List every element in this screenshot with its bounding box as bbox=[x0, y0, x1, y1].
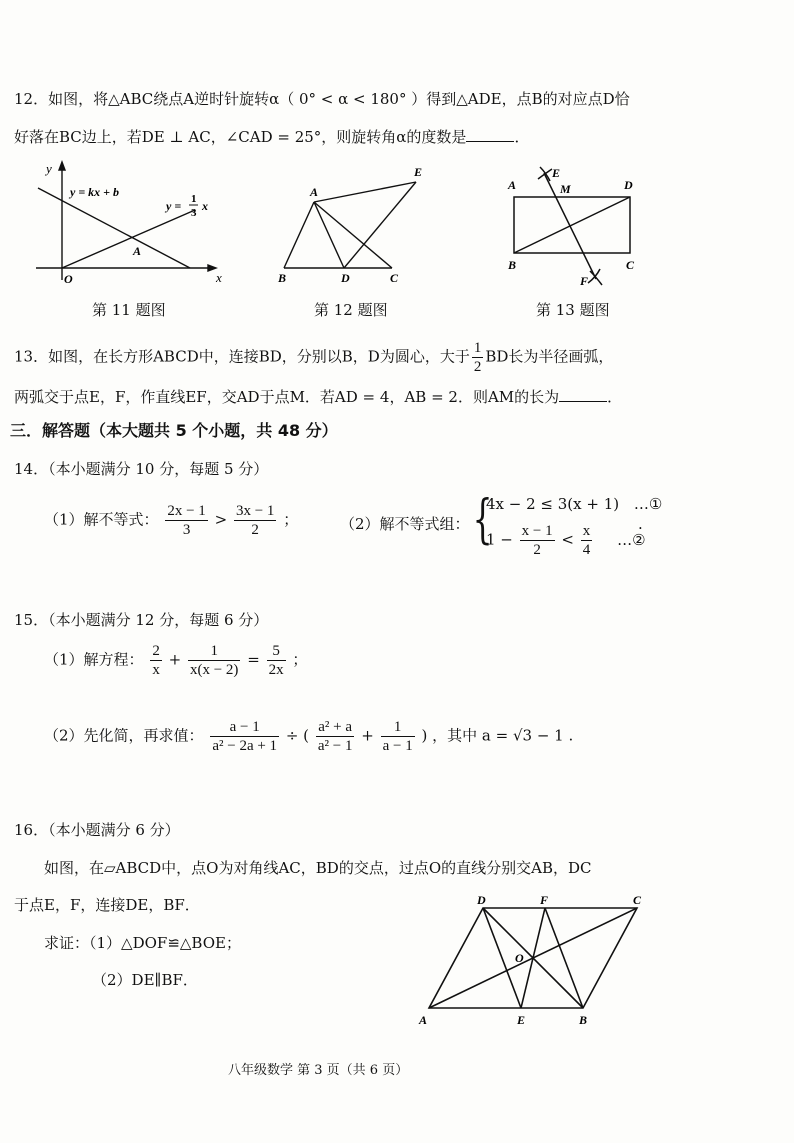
q13-half-den: 2 bbox=[473, 359, 482, 375]
fig16-label-c: C bbox=[633, 893, 642, 907]
q16-prove-2: （2）DE∥BF． bbox=[92, 971, 198, 989]
q14-p2-row2-tag: …② bbox=[617, 530, 646, 549]
q14-p1-ln: 2x − 1 bbox=[167, 503, 206, 519]
q14-p2-n2: x bbox=[582, 523, 591, 539]
segment-ad bbox=[314, 202, 344, 268]
fig11-line2-var: x bbox=[202, 199, 208, 213]
figure-11 bbox=[30, 158, 230, 288]
fig11-point-a-label: A bbox=[133, 244, 142, 258]
q13-half-num: 1 bbox=[473, 340, 482, 356]
fig12-label-d: D bbox=[341, 271, 350, 285]
q16-prove-1: （1）△DOF≌△BOE； bbox=[89, 934, 241, 952]
section-3-title: 三．解答题（本大题共 5 个小题，共 48 分） bbox=[10, 421, 338, 440]
q13-line1-b: BD长为半径画弧， bbox=[485, 347, 614, 366]
fig16-label-d: D bbox=[477, 893, 486, 907]
q15-p1-b-n: 1 bbox=[188, 642, 240, 661]
fig13-label-a: A bbox=[508, 178, 517, 192]
q16-prove-label: 求证： bbox=[44, 934, 90, 952]
q14-p1-end: ； bbox=[283, 510, 299, 529]
q14-p2-row2-frac1 bbox=[520, 522, 555, 559]
fig11-caption: 第 11 题图 bbox=[92, 301, 166, 319]
q14-p2-label: （2）解不等式组： bbox=[340, 515, 470, 533]
q14-p2-row2-op: < bbox=[561, 530, 574, 549]
q15-p2-a-d: a² − 2a + 1 bbox=[212, 738, 278, 754]
fig11-line2-prefix: y = bbox=[166, 199, 182, 213]
x-axis-arrow bbox=[208, 265, 216, 271]
q12-line2: 好落在BC边上，若DE ⊥ AC，∠CAD = 25°，则旋转角α的度数是 ． bbox=[14, 128, 530, 146]
q13-line1-a: 13．如图，在长方形ABCD中，连接BD，分别以B，D为圆心，大于 bbox=[14, 347, 470, 366]
q15-p1-label: （1）解方程： bbox=[44, 650, 144, 669]
q15-p1-frac-b bbox=[188, 642, 240, 679]
q15-p2-frac-b bbox=[316, 718, 355, 755]
fig16-label-f: F bbox=[540, 893, 549, 907]
q16-prove1 bbox=[44, 933, 241, 953]
q13-line1 bbox=[14, 339, 613, 376]
q15-p1-frac-c bbox=[267, 642, 286, 679]
q15-p1-c-n: 5 bbox=[267, 642, 286, 661]
q15-p1-b-d: x(x − 2) bbox=[189, 662, 239, 678]
line-third-x bbox=[62, 210, 195, 268]
q15-p2-c-n: 1 bbox=[381, 718, 415, 737]
q14-system-brace: { bbox=[472, 490, 493, 550]
figure-13 bbox=[500, 165, 650, 290]
q14-p1-label: （1）解不等式： bbox=[44, 510, 159, 529]
fig16-label-a: A bbox=[419, 1013, 428, 1027]
q14-p2-row2-frac2 bbox=[581, 522, 593, 559]
q13-line2: 两弧交于点E，F，作直线EF，交AD于点M．若AD = 4，AB = 2．则AM的长为 ． bbox=[14, 388, 623, 406]
page-footer: 八年级数学 第 3 页（共 6 页） bbox=[228, 1063, 409, 1078]
fig11-y-label: y bbox=[46, 161, 52, 176]
q15-p2-div: ÷ ( bbox=[285, 726, 310, 745]
q16-line1: 如图，在▱ABCD中，点O为对角线AC，BD的交点，过点O的直线分别交AB，DC bbox=[44, 859, 592, 877]
q13-answer-blank bbox=[559, 387, 607, 402]
diagonal-bd bbox=[514, 197, 630, 253]
fig16-label-e: E bbox=[517, 1013, 526, 1027]
q15-p2-frac-a bbox=[210, 718, 279, 755]
q16-line2: 于点E，F，连接DE，BF． bbox=[14, 896, 200, 914]
fig11-line1-label: y = kx + b bbox=[70, 185, 120, 199]
arc-f bbox=[590, 271, 602, 285]
fig13-label-f: F bbox=[580, 274, 589, 288]
q14-p2-d2: 4 bbox=[582, 542, 591, 558]
q14-part1 bbox=[44, 502, 298, 539]
fig11-line2-num: 1 bbox=[191, 193, 197, 205]
q15-p2-tail: ，其中 a = √3 − 1 . bbox=[432, 726, 574, 745]
q15-p2-b-n: a² + a bbox=[316, 718, 355, 737]
q15-p2-b-d: a² − 1 bbox=[317, 738, 353, 754]
fig12-caption: 第 12 题图 bbox=[314, 301, 388, 319]
figure-16 bbox=[415, 890, 655, 1035]
q14-p1-op: > bbox=[214, 510, 228, 529]
y-axis-arrow bbox=[59, 162, 65, 170]
fig13-label-c: C bbox=[626, 258, 635, 272]
fig12-label-e: E bbox=[414, 165, 423, 179]
q15-p2-label: （2）先化简，再求值： bbox=[44, 726, 204, 745]
segment-ab bbox=[284, 202, 314, 268]
fig12-label-c: C bbox=[390, 271, 399, 285]
q14-p2-row1-tag: …① bbox=[633, 495, 663, 513]
q15-p1-a-d: x bbox=[152, 662, 160, 678]
q13-line2-text: 两弧交于点E，F，作直线EF，交AD于点M．若AD = 4，AB = 2．则AM的长为 bbox=[14, 388, 560, 406]
q14-header: 14．（本小题满分 10 分，每题 5 分） bbox=[14, 460, 269, 478]
fig13-label-d: D bbox=[624, 178, 633, 192]
q15-p2-c-d: a − 1 bbox=[382, 738, 413, 754]
q16-header: 16．（本小题满分 6 分） bbox=[14, 821, 180, 839]
q14-p1-ld: 3 bbox=[182, 522, 191, 538]
fig11-line2-den: 3 bbox=[191, 207, 197, 219]
q15-p1-end: ； bbox=[292, 650, 308, 669]
q14-p1-rn: 3x − 1 bbox=[235, 503, 275, 519]
q14-p2-row1-expr: 4x − 2 ≤ 3(x + 1) bbox=[486, 495, 620, 513]
q12-answer-blank bbox=[466, 127, 514, 142]
q14-p2-row2 bbox=[486, 522, 646, 559]
q15-header: 15．（本小题满分 12 分，每题 6 分） bbox=[14, 611, 269, 629]
q14-p2-d1: 2 bbox=[533, 542, 541, 558]
fig11-origin-label: O bbox=[64, 272, 73, 286]
q15-p2-a-n: a − 1 bbox=[210, 718, 279, 737]
q14-p2-row1 bbox=[486, 494, 662, 514]
q15-p1-a-n: 2 bbox=[152, 643, 160, 659]
fig13-label-b: B bbox=[508, 258, 517, 272]
segment-ae bbox=[314, 182, 416, 202]
q15-p2-plus: + bbox=[361, 726, 374, 745]
q14-p2-row2-a: 1 − bbox=[486, 530, 513, 549]
q13-half-fraction bbox=[472, 339, 484, 376]
q15-part2 bbox=[44, 718, 573, 755]
q14-p2-n1: x − 1 bbox=[521, 523, 553, 539]
segment-de bbox=[344, 182, 416, 268]
q14-p1-right-frac bbox=[234, 502, 276, 539]
arc-e2 bbox=[540, 167, 550, 181]
fig13-label-m: M bbox=[560, 182, 571, 196]
fig16-label-b: B bbox=[579, 1013, 588, 1027]
q15-p2-frac-c bbox=[381, 718, 415, 755]
fig12-label-a: A bbox=[310, 185, 319, 199]
fig16-label-o: O bbox=[515, 951, 524, 965]
q12-line1: 12．如图，将△ABC绕点A逆时针旋转α（ 0° < α < 180° ）得到△ADE，点B的对应点D恰 bbox=[14, 90, 630, 108]
q15-p2-close: ) bbox=[421, 726, 428, 745]
q15-p1-plus: + bbox=[168, 650, 182, 669]
fig13-caption: 第 13 题图 bbox=[536, 301, 610, 319]
q14-p2-end: . bbox=[638, 515, 643, 533]
q14-p1-left-frac bbox=[165, 502, 207, 539]
q14-p1-rd: 2 bbox=[251, 522, 259, 538]
q15-p1-c-d: 2x bbox=[268, 662, 284, 678]
q15-p1-eq: = bbox=[247, 650, 260, 669]
q15-part1 bbox=[44, 642, 307, 679]
fig13-label-e: E bbox=[552, 166, 561, 180]
figure-12 bbox=[270, 160, 430, 290]
fig11-x-label: x bbox=[216, 270, 222, 285]
fig12-label-b: B bbox=[278, 271, 287, 285]
q12-line2-text: 好落在BC边上，若DE ⊥ AC，∠CAD = 25°，则旋转角α的度数是 bbox=[14, 128, 467, 146]
q15-p1-frac-a bbox=[150, 642, 162, 679]
segment-bf bbox=[545, 908, 583, 1008]
line-ef bbox=[521, 908, 545, 1008]
